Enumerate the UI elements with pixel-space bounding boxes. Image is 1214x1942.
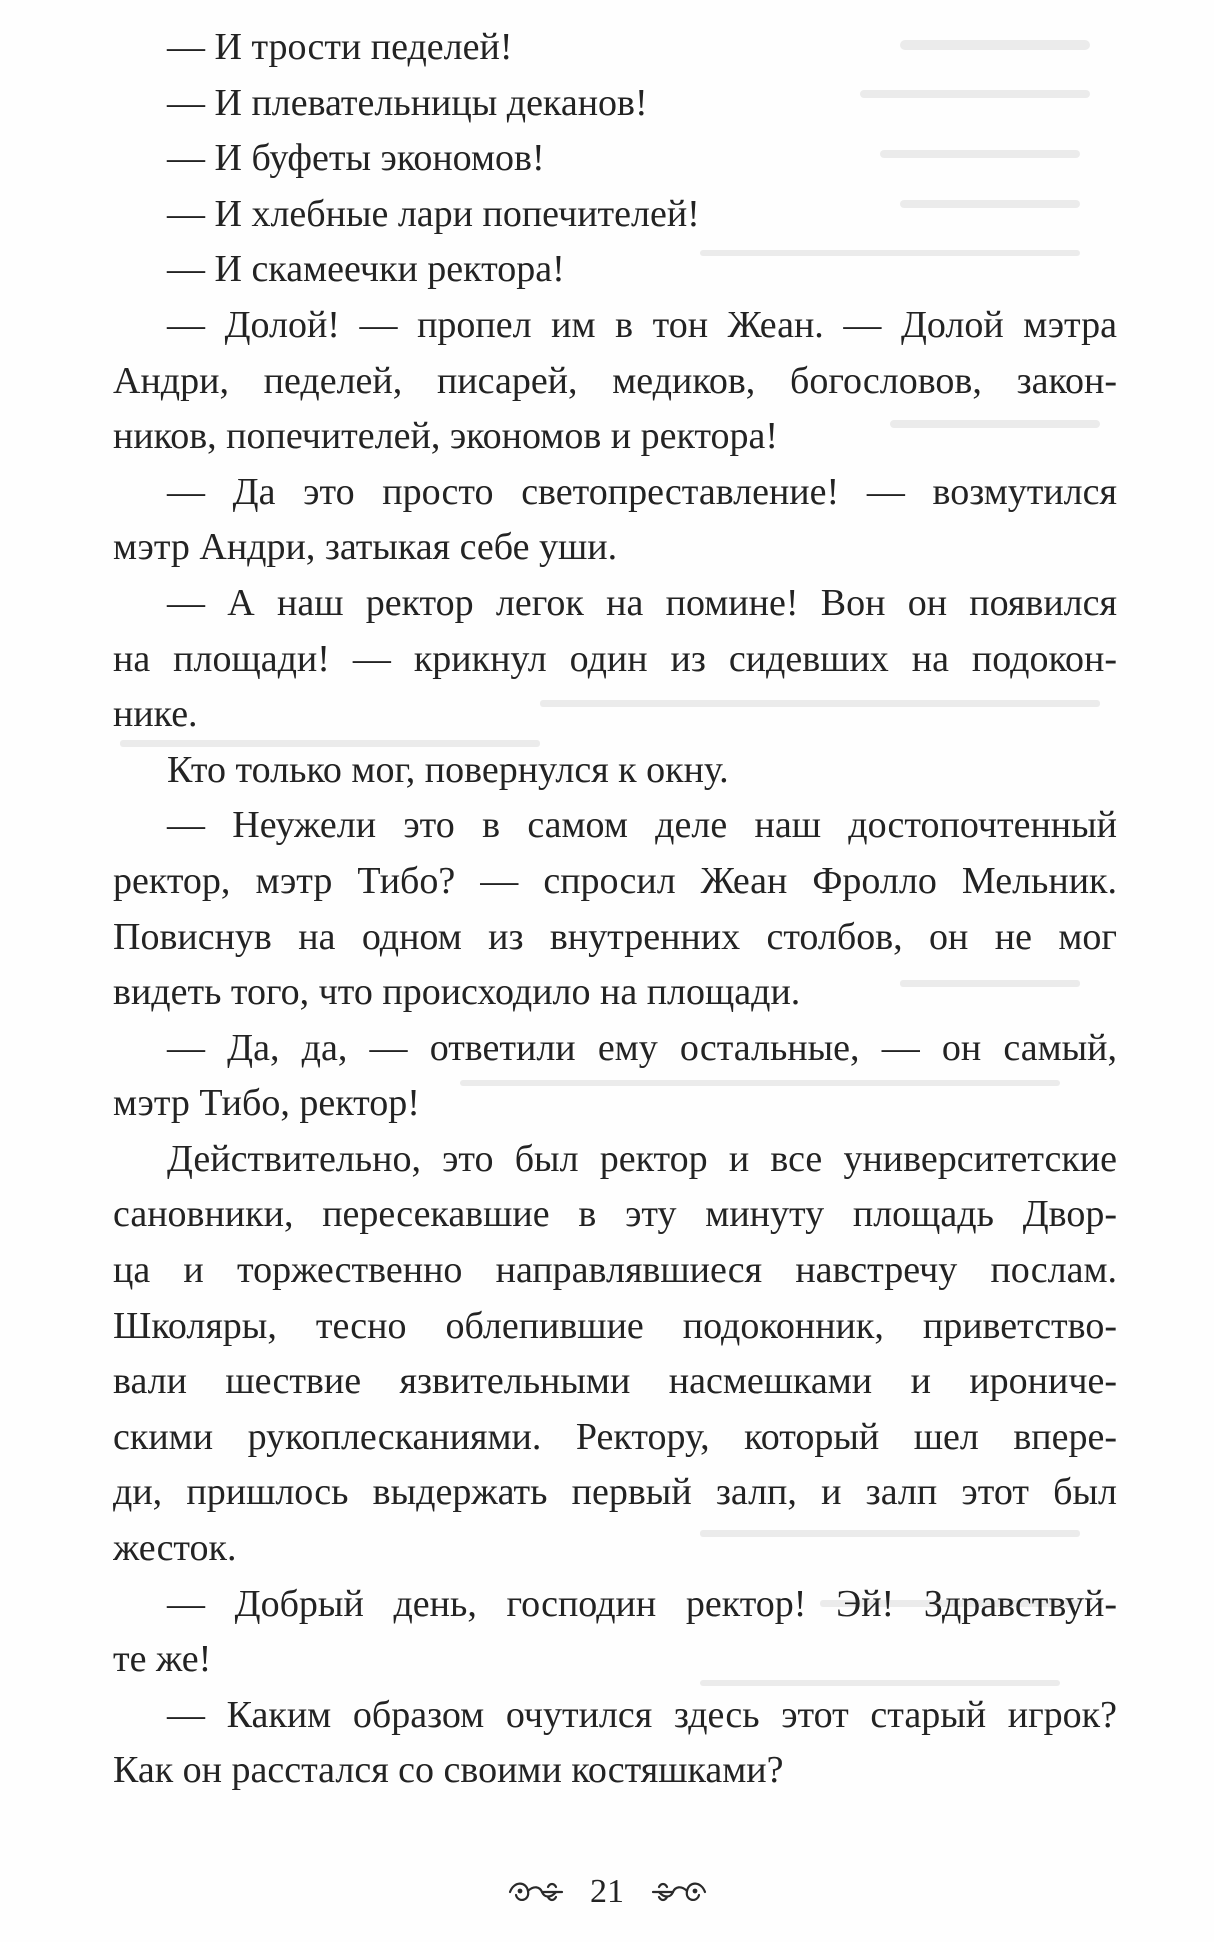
text-line: Школяры, тесно облепившие подоконник, приветство- — [113, 1304, 1117, 1347]
text-line: — И буфеты экономов! — [167, 137, 545, 180]
text-line: Повиснув на одном из внутренних столбов, он не мог — [113, 915, 1117, 958]
text-line: — И плевательницы деканов! — [167, 81, 648, 124]
floral-ornament-icon — [504, 1877, 566, 1907]
floral-ornament-icon — [649, 1877, 711, 1907]
text-line: мэтр Андри, затыкая себе уши. — [113, 526, 618, 569]
text-line: Действительно, это был ректор и все университетские — [167, 1137, 1117, 1180]
text-line: — А наш ректор легок на помине! Вон он появился — [167, 581, 1117, 624]
text-line: — Да это просто светопреставление! — возмутился — [167, 470, 1117, 513]
text-line: — Добрый день, господин ректор! Эй! Здравствуй- — [167, 1582, 1117, 1625]
text-line: — И хлебные лари попечителей! — [167, 192, 700, 235]
page-number: 21 — [590, 1873, 624, 1911]
text-line: — Каким образом очутился здесь этот старый игрок? — [167, 1693, 1117, 1736]
text-line: — Долой! — пропел им в тон Жеан. — Долой мэтра — [167, 303, 1117, 346]
text-line: мэтр Тибо, ректор! — [113, 1082, 420, 1125]
text-line: — Да, да, — ответили ему остальные, — он самый, — [167, 1026, 1117, 1069]
text-line: ца и торжественно направлявшиеся навстречу послам. — [113, 1249, 1117, 1292]
page-footer — [0, 1870, 1214, 1910]
body-text — [113, 20, 1117, 1799]
text-line: вали шествие язвительными насмешками и ирониче- — [113, 1360, 1117, 1403]
text-line: Как он расстался со своими костяшками? — [113, 1749, 784, 1792]
text-line: — И трости педелей! — [167, 26, 513, 68]
text-line: ди, пришлось выдержать первый залп, и залп этот был — [113, 1471, 1117, 1514]
text-line: видеть того, что происходило на площади. — [113, 971, 801, 1014]
text-line: жесток. — [113, 1527, 237, 1570]
text-line: ректор, мэтр Тибо? — спросил Жеан Фролло Мельник. — [113, 859, 1117, 902]
text-line: скими рукоплесканиями. Ректору, который шел впере- — [113, 1415, 1117, 1458]
text-line: — И скамеечки ректора! — [167, 248, 565, 291]
text-line: Кто только мог, повернулся к окну. — [167, 748, 729, 791]
text-line: нике. — [113, 693, 198, 736]
text-line: — Неужели это в самом деле наш достопочтенный — [167, 804, 1117, 847]
text-line: ников, попечителей, экономов и ректора! — [113, 415, 779, 458]
text-line: на площади! — крикнул один из сидевших на подокон- — [113, 637, 1117, 680]
text-line: те же! — [113, 1638, 212, 1681]
text-line: сановники, пересекавшие в эту минуту площадь Двор- — [113, 1193, 1117, 1236]
text-line: Андри, педелей, писарей, медиков, богословов, закон- — [113, 359, 1117, 402]
